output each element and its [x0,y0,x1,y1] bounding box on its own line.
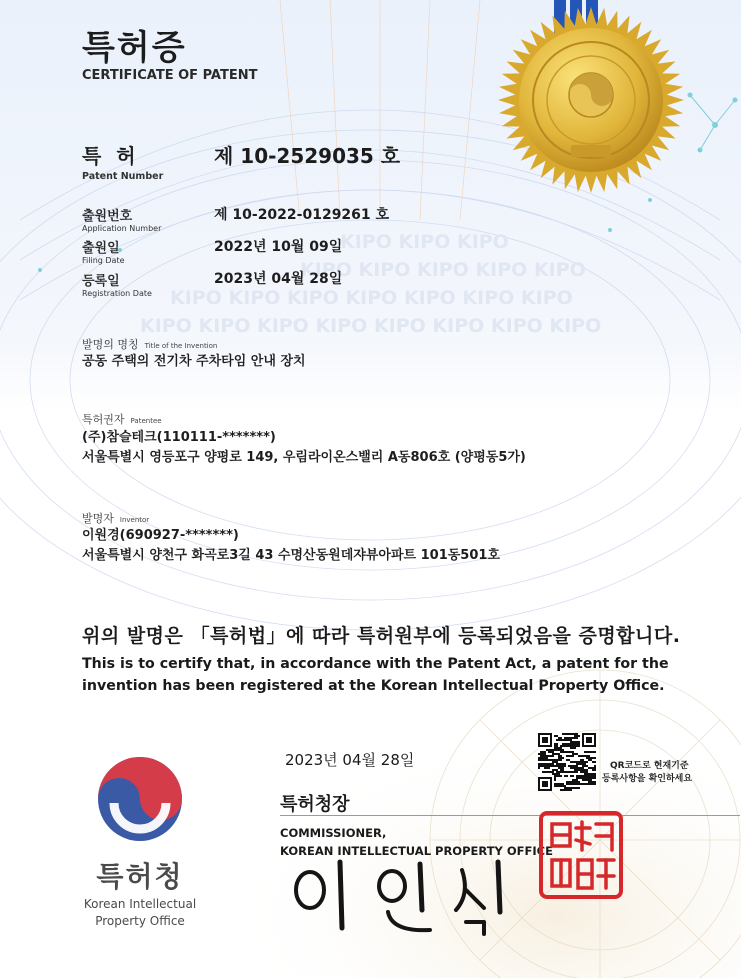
kipo-name-ko: 특허청 [96,860,184,893]
gold-seal-icon [496,5,686,195]
patentee-label [82,408,162,427]
patentee-label-ko: 특허권자 [82,413,125,426]
filing-label-en: Filing Date [82,256,125,265]
qr-note-line1: QR코드로 현재기준 [610,761,689,771]
issuer-title-en-line1: COMMISSIONER, [280,826,387,840]
filing-label-ko: 출원일 [82,241,120,256]
application-number-value: 제 10-2022-0129261 호 [214,207,390,223]
registration-label-ko: 등록일 [82,274,120,289]
filing-date-label [82,237,125,265]
kipo-logo-icon [96,755,184,843]
qr-note-line2: 등록사항을 확인하세요 [602,774,693,784]
patent-number-value: 제 10-2529035 호 [214,144,401,168]
invention-title: 공동 주택의 전기차 주차타임 안내 장치 [82,354,306,369]
inventor-address: 서울특별시 양천구 화곡로3길 43 수명산동원데쟈뷰아파트 101동501호 [82,548,500,563]
certificate-title: 특허증 [82,28,187,68]
patentee-name: (주)참슬테크(110111-*******) [82,430,276,445]
registration-label-en: Registration Date [82,289,152,298]
application-label-ko: 출원번호 [82,209,133,224]
kipo-name-en-line2: Property Office [95,914,185,928]
issuer-title-ko: 특허청장 [280,794,350,815]
issuer-title-en-line2: KOREAN INTELLECTUAL PROPERTY OFFICE [280,844,553,858]
svg-text:KIPO KIPO KIPO KIPO KIPO: KIPO KIPO KIPO KIPO KIPO [300,259,586,281]
filing-date-value: 2022년 10월 09일 [214,239,343,255]
svg-text:KIPO KIPO KIPO KIPO KIPO: KIPO KIPO KIPO KIPO KIPO KIPO KIPO KIPO [140,315,602,337]
patent-number-label [82,140,163,182]
patent-label-en: Patent Number [82,171,164,182]
application-label-en: Application Number [82,224,162,233]
svg-text:KIPO KIPO KIPO KIPO KIPO: KIPO KIPO KIPO KIPO KIPO KIPO KIPO [170,287,573,309]
qr-code-icon[interactable] [538,733,596,791]
certification-statement-en: This is to certify that, in accordance with the Patent Act, a patent for the invention has been registered at the Korean Intellectual Property Office. [82,656,669,694]
certificate-title-en: CERTIFICATE OF PATENT [82,68,258,83]
registration-date-value: 2023년 04월 28일 [214,271,343,287]
application-number-label [82,205,161,233]
registration-date-label [82,270,152,298]
inventor-label-en: Inventor [119,516,150,524]
issuer-divider [280,815,740,816]
svg-text:KIPO KIPO KIPO: KIPO KIPO KIPO [340,231,509,253]
signature-icon [270,850,540,940]
patentee-label-en: Patentee [130,417,162,425]
kipo-name-en-line1: Korean Intellectual [83,897,197,911]
qr-note [602,760,692,786]
patentee-address: 서울특별시 영등포구 양평로 149, 우림라이온스밸리 A동806호 (양평동5가) [82,450,526,465]
kipo-name-en [72,896,208,930]
patent-label-ko: 특 허 [82,144,140,168]
invention-label-en: Title of the Invention [144,342,218,350]
inventor-label-ko: 발명자 [82,512,114,525]
issue-date: 2023년 04월 28일 [285,751,415,769]
certification-statement-ko: 위의 발명은 「특허법」에 따라 특허원부에 등록되었음을 증명합니다. [82,625,681,647]
official-seal-icon [538,810,624,900]
inventor-name: 이원경(690927-*******) [82,528,239,543]
invention-label-ko: 발명의 명칭 [82,338,139,351]
